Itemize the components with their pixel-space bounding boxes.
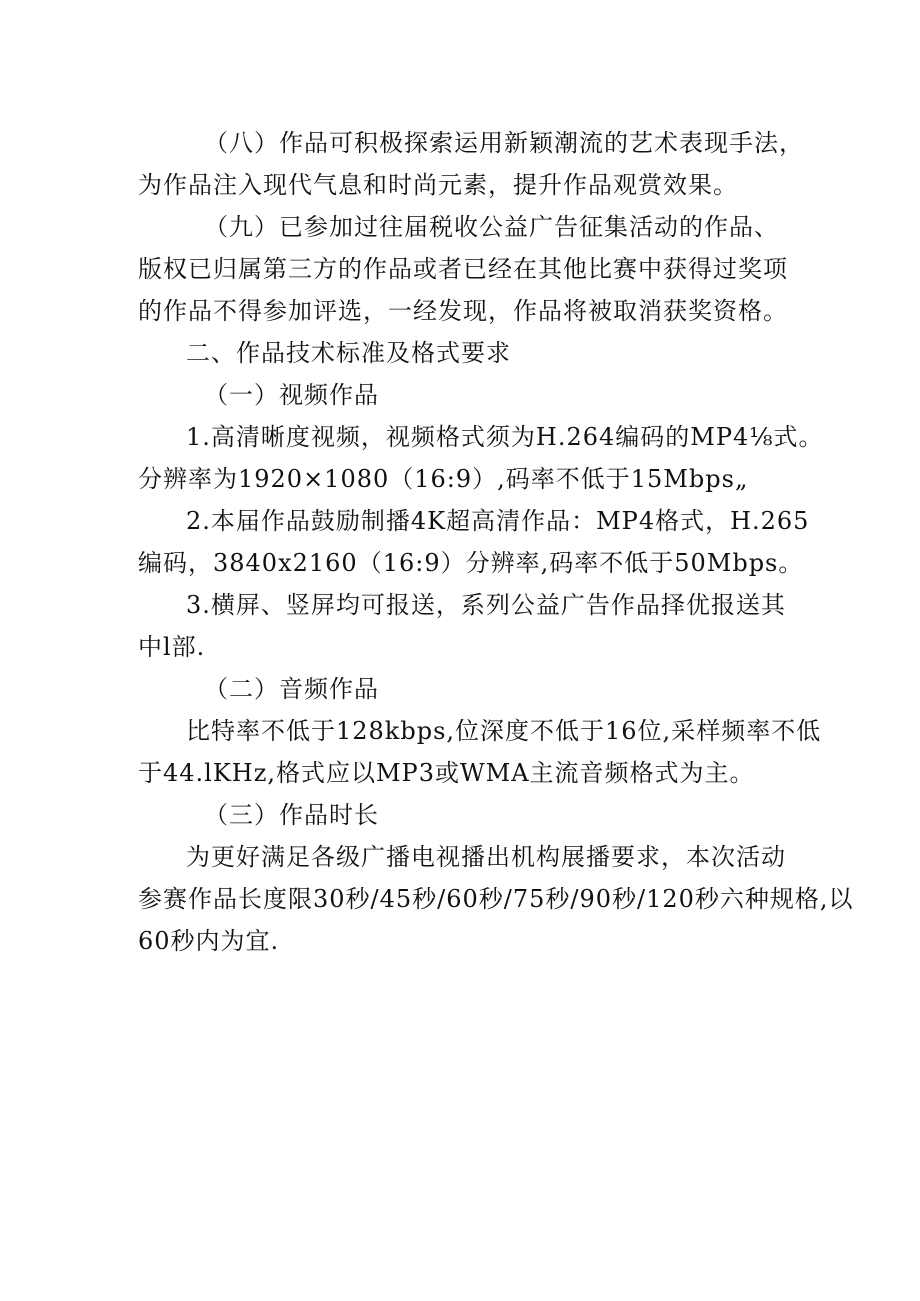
- paragraph-item-9-line-3: 的作品不得参加评选，一经发现，作品将被取消获奖资格。: [138, 297, 788, 325]
- subheading-duration: （三）作品时长: [204, 801, 379, 829]
- video-item-2-line-2: 编码，3840x2160（16:9）分辨率,码率不低于50Mbps。: [138, 549, 804, 577]
- video-item-1-line-2: 分辨率为1920×1080（16:9）,码率不低于15Mbps„: [138, 465, 749, 493]
- section-heading-technical-standards: 二、作品技术标准及格式要求: [186, 339, 511, 367]
- video-item-3-line-1: 3.横屏、竖屏均可报送，系列公益广告作品择优报送其: [186, 591, 786, 619]
- paragraph-item-9-line-1: （九）已参加过往届税收公益广告征集活动的作品、: [204, 213, 779, 241]
- paragraph-item-8-line-1: （八）作品可积极探索运用新颖潮流的艺术表现手法，: [204, 129, 804, 157]
- duration-paragraph-line-1: 为更好满足各级广播电视播出机构展播要求，本次活动: [186, 843, 786, 871]
- video-item-1-line-1: 1.高清晰度视频，视频格式须为H.264编码的MP4⅛式。: [186, 423, 824, 451]
- audio-paragraph-line-1: 比特率不低于128kbps,位深度不低于16位,采样频率不低: [186, 717, 822, 745]
- video-item-3-line-2: 中l部.: [138, 633, 206, 661]
- duration-paragraph-line-2: 参赛作品长度限30秒/45秒/60秒/75秒/90秒/120秒六种规格,以: [138, 885, 854, 913]
- subheading-video-works: （一）视频作品: [204, 381, 379, 409]
- video-item-2-line-1: 2.本届作品鼓励制播4K超高清作品：MP4格式，H.265: [186, 507, 810, 535]
- subheading-audio-works: （二）音频作品: [204, 675, 379, 703]
- audio-paragraph-line-2: 于44.lKHz,格式应以MP3或WMA主流音频格式为主。: [138, 759, 755, 787]
- paragraph-item-8-line-2: 为作品注入现代气息和时尚元素，提升作品观赏效果。: [138, 171, 738, 199]
- paragraph-item-9-line-2: 版权已归属第三方的作品或者已经在其他比赛中获得过奖项: [138, 255, 788, 283]
- duration-paragraph-line-3: 60秒内为宜.: [138, 927, 280, 955]
- document-body: [138, 122, 854, 962]
